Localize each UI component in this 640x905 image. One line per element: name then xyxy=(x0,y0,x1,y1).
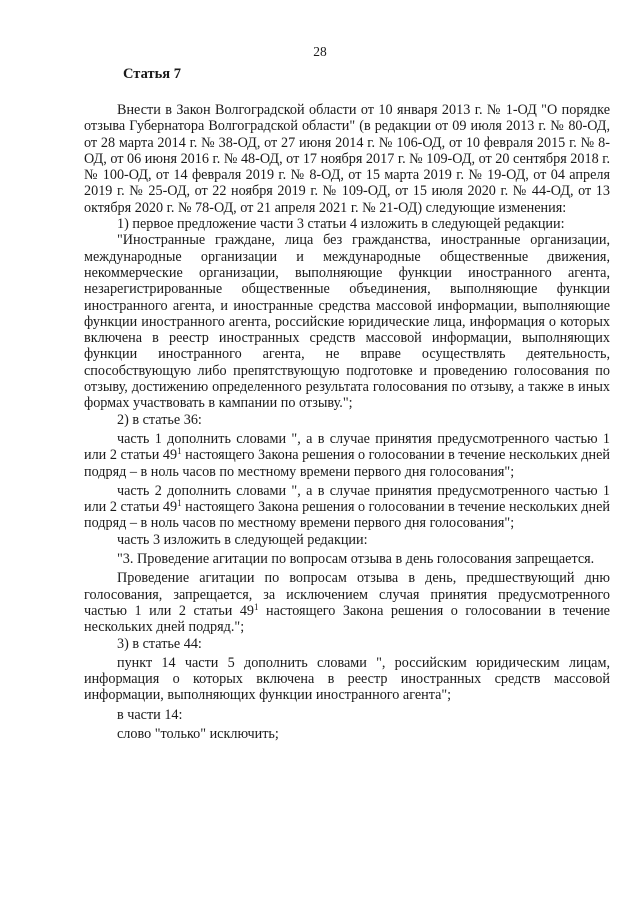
intro-paragraph: Внести в Закон Волгоградской области от 10 января 2013 г. № 1-ОД "О порядке отзыва Губернатора Волгоградской области" (в редакции от 09 июля 2013 г. № 80-ОД, от 28 марта 2014 г. № 38-ОД, от 27 июня 2014 г. № 106-ОД, от 10 февраля 2015 г. № 8-ОД, от 06 июня 2016 г. № 48-ОД, от 17 ноября 2017 г. № 109-ОД, от 20 сентября 2018 г. № 100-ОД, от 14 февраля 2019 г. № 8-ОД, от 15 марта 2019 г. № 19-ОД, от 04 апреля 2019 г. № 25-ОД, от 22 ноября 2019 г. № 109-ОД, от 15 июля 2020 г. № 44-ОД, от 13 октября 2020 г. № 78-ОД, от 21 апреля 2021 г. № 21-ОД) следующие изменения: xyxy=(84,102,610,216)
quoted-text-paragraph: "Иностранные граждане, лица без гражданства, иностранные организации, международные организации и международные общественные движения, некоммерческие организации, выполняющие функции иностранного агента, незарегистрированные общественные объединения, выполняющие функции иностранного агента, и иностранные средства массовой информации, выполняющие функции иностранного агента, российские юридические лица, информация о которых включена в реестр иностранных средств массовой информации, выполняющих функции иностранного агента, не вправе осуществлять деятельность, способствующую либо препятствующую подготовке и проведению голосования по отзыву, достижению определенного результата голосования по отзыву, а также в иных формах участвовать в кампании по отзыву."; xyxy=(84,232,610,412)
item-3-paragraph: 3) в статье 44: xyxy=(117,635,202,652)
point-14-paragraph: пункт 14 части 5 дополнить словами ", российским юридическим лицам, информация о которых включена в реестр иностранных средств массовой информации, выполняющих функции иностранного агента"; xyxy=(84,654,610,704)
quoted-part-3-paragraph: "3. Проведение агитации по вопросам отзыва в день голосования запрещается. xyxy=(117,551,595,568)
page-number: 28 xyxy=(313,44,327,59)
article-heading: Статья 7 xyxy=(123,66,181,82)
word-only-paragraph: слово "только" исключить; xyxy=(117,725,279,742)
article-body xyxy=(84,102,610,742)
part-2-paragraph: часть 2 дополнить словами ", а в случае принятия предусмотренного частью 1 или 2 статьи $49^1$ настоящего Закона решения о голосовании в течение нескольких дней подряд – в ноль часов по местному времени первого дня голосования"; xyxy=(84,482,610,532)
item-1-paragraph: 1) первое предложение части 3 статьи 4 изложить в следующей редакции: xyxy=(117,216,565,233)
item-2-paragraph: 2) в статье 36: xyxy=(117,411,202,428)
quoted-part-3-continuation: Проведение агитации по вопросам отзыва в день, предшествующий дню голосования, запрещается, за исключением случая принятия предусмотренного частью 1 или 2 статьи $49^1$ настоящего Закона решения о голосовании в течение нескольких дней подряд."; xyxy=(84,570,610,636)
part-1-paragraph: часть 1 дополнить словами ", а в случае принятия предусмотренного частью 1 или 2 статьи $49^1$ настоящего Закона решения о голосовании в течение нескольких дней подряд – в ноль часов по местному времени первого дня голосования"; xyxy=(84,430,610,480)
part-3-paragraph: часть 3 изложить в следующей редакции: xyxy=(117,531,368,548)
part-14-paragraph: в части 14: xyxy=(117,706,183,723)
